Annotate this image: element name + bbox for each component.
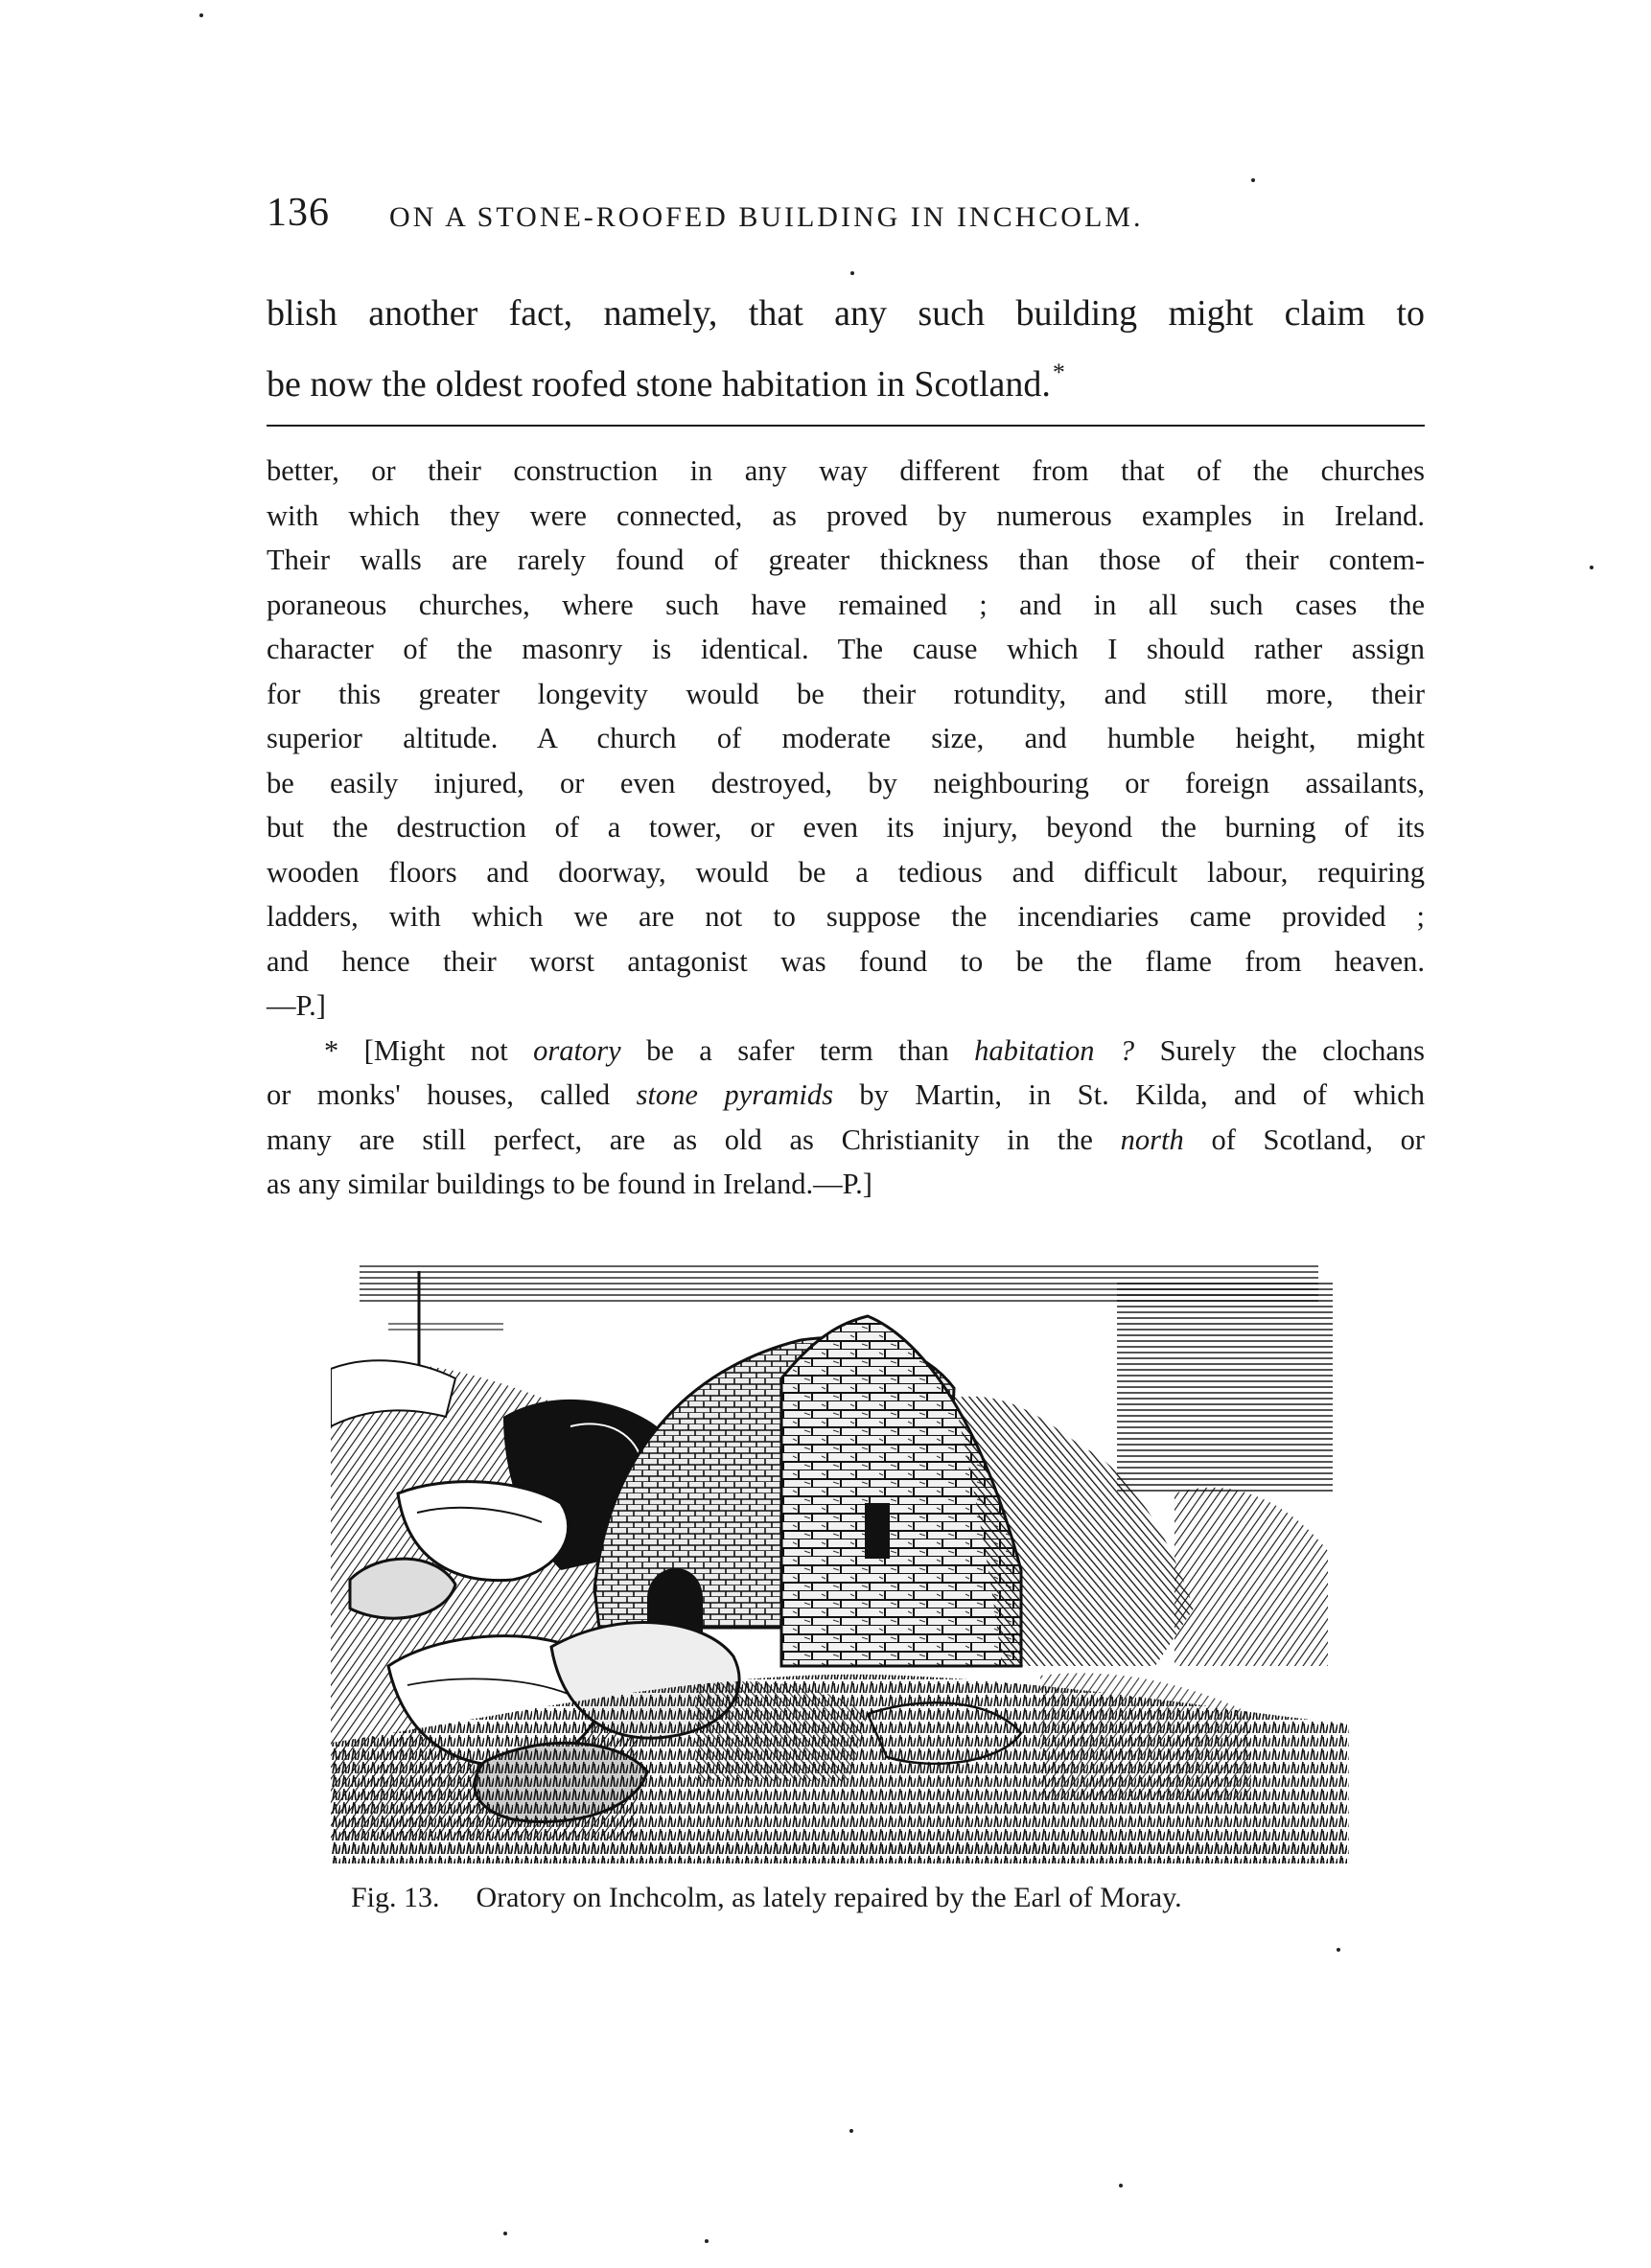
fn-text: of Scotland, or bbox=[1183, 1122, 1425, 1156]
second-footnote-marker: * bbox=[324, 1033, 339, 1067]
fn-italic: habitation ? bbox=[974, 1033, 1135, 1067]
fn-text: Surely the clochans bbox=[1134, 1033, 1425, 1067]
footnote-line: —P.] bbox=[267, 989, 326, 1022]
footnote-line: Their walls are rarely found of greater thickness than those of their contem- bbox=[267, 544, 1425, 576]
fn-text: [Might not bbox=[363, 1033, 534, 1067]
scan-speck bbox=[850, 271, 854, 275]
scan-speck bbox=[199, 13, 203, 17]
scan-speck bbox=[1590, 566, 1593, 569]
footnote-line: and hence their worst antagonist was found to be the flame from heaven. bbox=[267, 944, 1425, 978]
scan-speck bbox=[849, 2129, 853, 2133]
oratory-engraving bbox=[331, 1263, 1349, 1863]
figure-caption-text: Oratory on Inchcolm, as lately repaired by the Earl of Moray. bbox=[476, 1882, 1182, 1913]
footnote-line: be easily injured, or even destroyed, by neighbouring or foreign assailants, bbox=[267, 766, 1425, 799]
footnote-line: poraneous churches, where such have remained ; and in all such cases the bbox=[267, 588, 1425, 621]
footnote-line: with which they were connected, as proved by numerous examples in Ireland. bbox=[267, 498, 1425, 532]
fn-italic: oratory bbox=[533, 1033, 621, 1067]
second-footnote-line: as any similar buildings to be found in Ireland.—P.] bbox=[267, 1168, 872, 1200]
running-head bbox=[267, 190, 1417, 247]
running-title: ON A STONE-ROOFED BUILDING IN INCHCOLM. bbox=[389, 201, 1144, 233]
fn-italic: north bbox=[1120, 1122, 1184, 1156]
footnote-line: ladders, with which we are not to suppose the incendiaries came provided ; bbox=[267, 900, 1425, 933]
second-footnote-line bbox=[267, 1029, 1425, 1074]
footnote-line: superior altitude. A church of moderate size, and humble height, might bbox=[267, 722, 1425, 754]
second-footnote-line bbox=[267, 1073, 1425, 1118]
footnote-reference-marker: * bbox=[1052, 359, 1065, 386]
scan-speck bbox=[1251, 178, 1255, 182]
body-line-last bbox=[267, 343, 1425, 414]
fn-text: by Martin, in St. Kilda, and of which bbox=[832, 1078, 1425, 1111]
scan-speck bbox=[1119, 2184, 1123, 2187]
figure-caption bbox=[351, 1882, 1348, 1914]
body-line: blish another fact, namely, that any such building might claim to bbox=[267, 293, 1425, 334]
footnotes bbox=[267, 449, 1425, 1207]
fn-text: many are still perfect, are as old as Christianity in the bbox=[267, 1122, 1121, 1156]
scan-speck bbox=[1337, 1948, 1340, 1952]
scan-speck bbox=[705, 2239, 709, 2243]
fn-italic: stone pyramids bbox=[636, 1078, 833, 1111]
figure-label: Fig. 13. bbox=[351, 1882, 440, 1913]
footnote-line: wooden floors and doorway, would be a tedious and difficult labour, requiring bbox=[267, 855, 1425, 889]
second-footnote-line bbox=[267, 1118, 1425, 1163]
footnote-line: character of the masonry is identical. The cause which I should rather assign bbox=[267, 633, 1425, 665]
fn-text: or monks' houses, called bbox=[267, 1078, 637, 1111]
footnote-line: but the destruction of a tower, or even its injury, beyond the burning of its bbox=[267, 811, 1425, 844]
body-line-text: be now the oldest roofed stone habitation in Scotland. bbox=[267, 364, 1051, 405]
engraving-illustration bbox=[331, 1263, 1349, 1863]
body-text bbox=[267, 284, 1425, 414]
fn-text: be a safer term than bbox=[620, 1033, 975, 1067]
footnote-rule bbox=[267, 425, 1425, 427]
scan-speck bbox=[503, 2232, 507, 2235]
footnote-line: better, or their construction in any way different from that of the churches bbox=[267, 454, 1425, 487]
footnote-line: for this greater longevity would be their rotundity, and still more, their bbox=[267, 677, 1425, 710]
page-number: 136 bbox=[267, 191, 330, 235]
